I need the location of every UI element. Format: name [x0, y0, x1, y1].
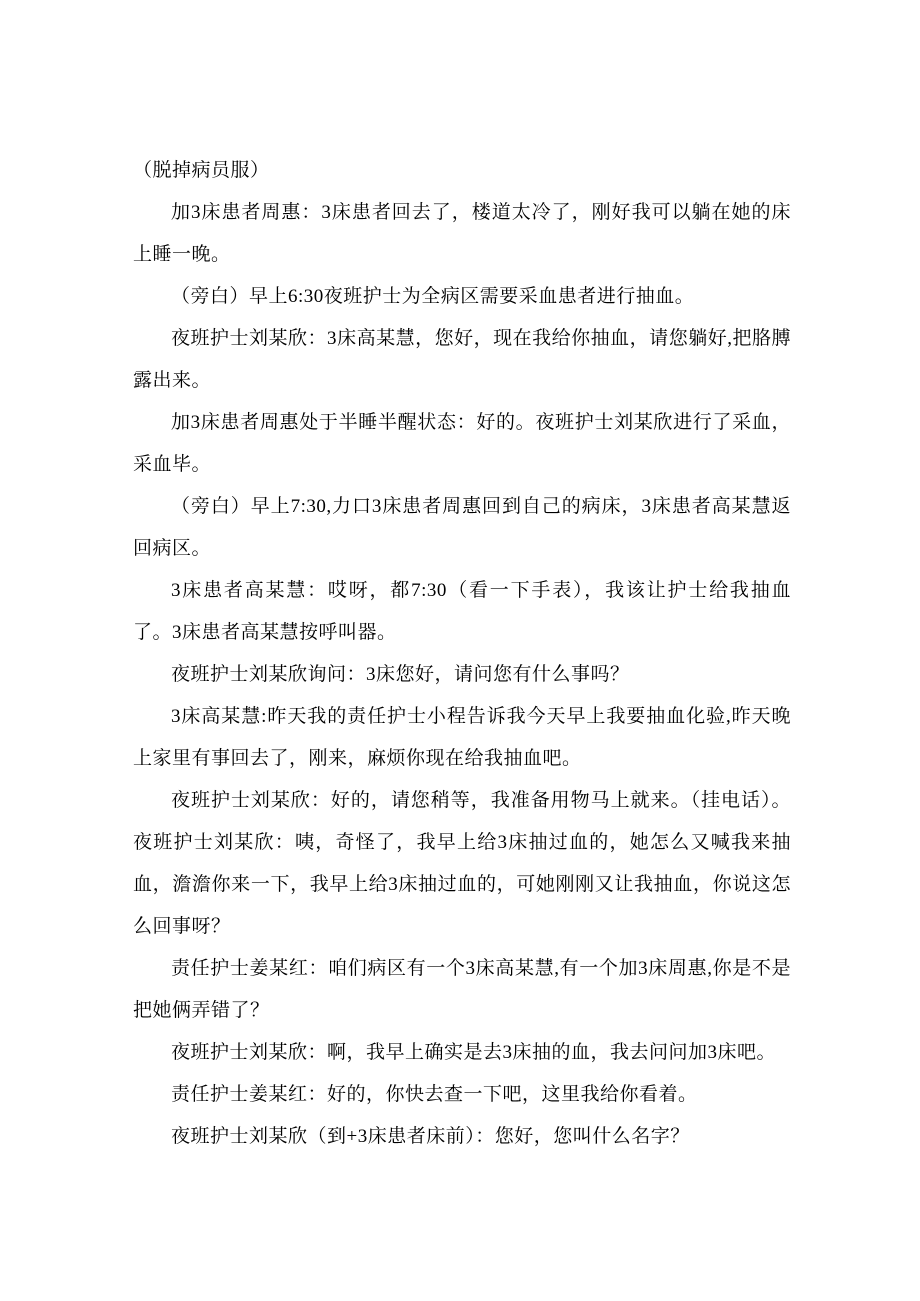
document-body [133, 150, 791, 1158]
paragraph: 夜班护士刘某欣（到+3床患者床前）：您好，您叫什么名字？ [171, 1126, 690, 1147]
paragraph: 3床患者高某慧：哎呀，都7:30（看一下手表），我该让护士给我抽血了。3床患者高某慧按呼叫器。 [133, 580, 791, 643]
paragraph: （旁白）早上7:30,力口3床患者周惠回到自己的病床，3床患者高某慧返回病区。 [133, 496, 791, 559]
paragraph: （旁白）早上6:30夜班护士为全病区需要采血患者进行抽血。 [171, 286, 695, 307]
paragraph: 加3床患者周惠：3床患者回去了，楼道太冷了，刚好我可以躺在她的床上睡一晚。 [133, 202, 791, 265]
paragraph: 3床高某慧:昨天我的责任护士小程告诉我今天早上我要抽血化验,昨天晚上家里有事回去了，刚来，麻烦你现在给我抽血吧。 [133, 706, 791, 769]
paragraph: （脱掉病员服） [133, 160, 270, 181]
paragraph: 夜班护士刘某欣：好的，请您稍等，我准备用物马上就来。（挂电话）。夜班护士刘某欣：咦，奇怪了，我早上给3床抽过血的，她怎么又喊我来抽血，澹澹你来一下，我早上给3床抽过血的，可她刚刚又让我抽血，你说这怎么回事呀？ [133, 790, 791, 937]
paragraph: 责任护士姜某红：咱们病区有一个3床高某慧,有一个加3床周惠,你是不是把她俩弄错了？ [133, 958, 791, 1021]
paragraph: 责任护士姜某红：好的，你快去查一下吧，这里我给你看着。 [171, 1084, 698, 1105]
paragraph: 夜班护士刘某欣：啊，我早上确实是去3床抽的血，我去问问加3床吧。 [171, 1042, 777, 1063]
paragraph: 夜班护士刘某欣：3床高某慧，您好，现在我给你抽血，请您躺好,把胳膊露出来。 [133, 328, 791, 391]
paragraph: 夜班护士刘某欣询问：3床您好，请问您有什么事吗？ [171, 664, 630, 685]
paragraph: 加3床患者周惠处于半睡半醒状态：好的。夜班护士刘某欣进行了采血，采血毕。 [133, 412, 791, 475]
